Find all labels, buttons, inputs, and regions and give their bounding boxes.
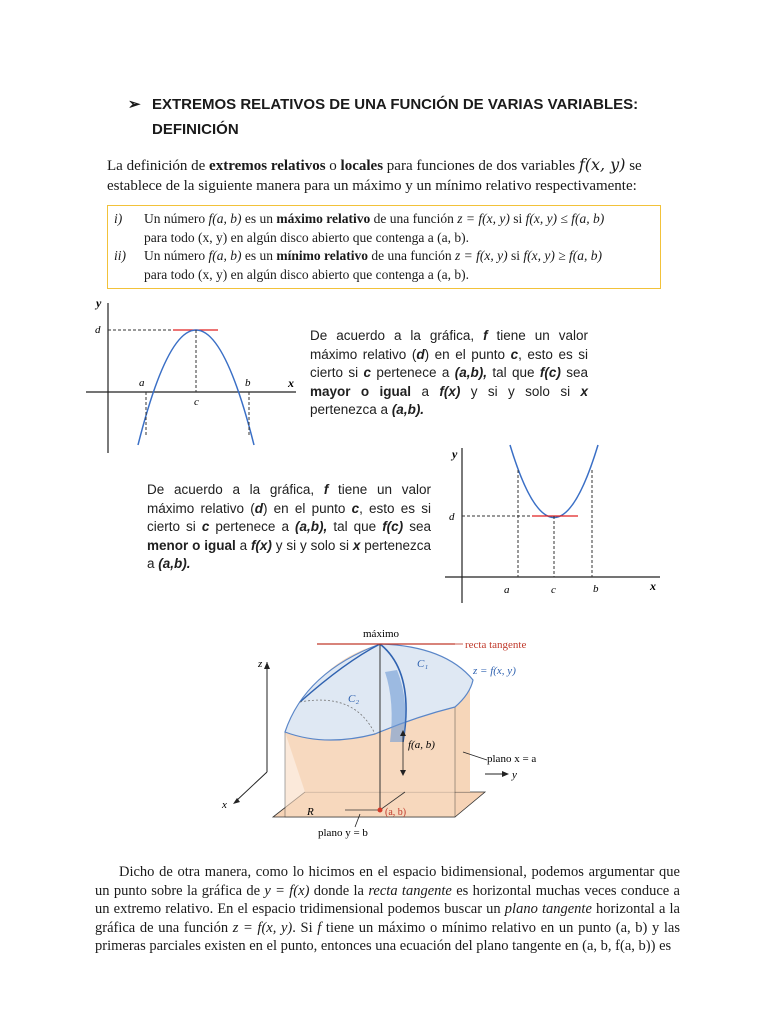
- paragraph-text: y las primeras parciales existen en el punto, entonces una ecuación del plano tangente en: [95, 919, 680, 955]
- x-axis-label: x: [222, 799, 227, 811]
- explanation-text: a: [235, 537, 251, 553]
- definition-label: i): [114, 211, 123, 226]
- explanation-text: y si y solo si: [460, 383, 581, 399]
- paragraph-text: Dicho de otra manera, como lo hicimos en el espacio bidimensional, podemos argumentar que un punto sobre la gráfica de: [95, 864, 680, 899]
- intro-paragraph: [107, 155, 677, 196]
- def-math: f(a, b): [208, 211, 242, 226]
- def-text: para todo (x, y) en algún disco abierto que contenga a (a, b).: [144, 266, 470, 282]
- explanation-text: De acuerdo a la gráfica,: [310, 328, 484, 343]
- definition-box: [107, 205, 661, 289]
- def-text: si: [509, 211, 526, 226]
- maximum-explanation: [310, 327, 588, 420]
- intro-text: La definición de: [107, 158, 210, 174]
- paragraph-math: y = f(x): [264, 882, 310, 899]
- explanation-text: sea: [403, 519, 431, 534]
- paragraph-text: donde la: [309, 882, 369, 899]
- c-label: c: [551, 584, 556, 596]
- paragraph-text: es horizontal muchas veces conduce a un extremo relativo. En el espacio tridimensional podemos buscar un: [95, 882, 680, 918]
- definition-i: [114, 210, 654, 229]
- explanation-text: pertenece a: [371, 365, 455, 380]
- c1-label: C₁: [417, 658, 429, 670]
- x-axis-label: x: [650, 579, 656, 593]
- explanation-math: (a,b).: [158, 556, 191, 571]
- explanation-text: tal que: [486, 365, 540, 380]
- def-math: f(x, y) ≤ f(a, b): [525, 211, 605, 226]
- c2-label: C₂: [348, 693, 360, 705]
- def-text: si: [507, 248, 524, 263]
- def-term: mínimo relativo: [276, 248, 368, 263]
- d-label: d: [449, 511, 455, 523]
- intro-text: o: [325, 158, 341, 174]
- a-label: a: [139, 377, 145, 389]
- paragraph-text: . Si: [292, 919, 318, 936]
- tangent-label: recta tangente: [465, 639, 527, 651]
- minimum-graph: [440, 440, 665, 605]
- z-arrow-icon: [264, 662, 270, 669]
- minimum-curve: [510, 445, 598, 518]
- plano-y-label: plano y = b: [318, 827, 368, 839]
- definition-ii: [114, 247, 654, 266]
- explanation-text: ) en el punto: [424, 346, 511, 362]
- explanation-text: pertenezca a: [147, 537, 431, 571]
- a-label: a: [504, 584, 510, 596]
- x-axis-label: x: [288, 376, 294, 390]
- explanation-math: x: [580, 383, 588, 399]
- explanation-math: x: [352, 537, 361, 553]
- paragraph-math: (a, b): [615, 919, 648, 936]
- surface-maximum-figure: [215, 622, 555, 844]
- paragraph-math: f: [317, 919, 322, 936]
- explanation-math: f: [323, 482, 329, 497]
- plano-x-label: plano x = a: [487, 753, 537, 765]
- def-text: Un número: [144, 248, 209, 263]
- explanation-math: d: [416, 346, 425, 362]
- paragraph-math: z = f(x, y): [232, 919, 293, 936]
- def-text: es un: [241, 248, 277, 263]
- def-math: f(a, b): [208, 248, 242, 263]
- explanation-math: (a,b),: [295, 519, 328, 534]
- explanation-math: f(c): [382, 519, 404, 534]
- def-text: es un: [241, 211, 277, 226]
- explanation-math: (a,b),: [454, 365, 487, 380]
- explanation-paragraph: [95, 863, 680, 956]
- surface-equation-label: z = f(x, y): [473, 665, 516, 677]
- d-label: d: [95, 324, 101, 336]
- explanation-relation: mayor o igual: [310, 383, 412, 399]
- heading-line-1: EXTREMOS RELATIVOS DE UNA FUNCIÓN DE VARIAS VARIABLES:: [152, 96, 639, 113]
- explanation-text: pertenece a: [209, 519, 296, 534]
- explanation-text: , esto es si cierto si: [147, 500, 431, 534]
- intro-bold-term: locales: [340, 158, 384, 174]
- y-axis-label: y: [452, 447, 458, 461]
- explanation-text: ) en el punto: [262, 500, 352, 516]
- intro-math: f(x, y): [578, 155, 626, 174]
- paragraph-math: (a, b, f(a, b)): [582, 938, 656, 955]
- explanation-math: f: [483, 328, 488, 343]
- arrow-bullet-icon: ➢: [128, 96, 141, 113]
- region-label: R: [307, 806, 314, 818]
- maximo-label: máximo: [363, 628, 400, 640]
- def-text: de una función: [370, 211, 458, 226]
- y-axis-label: y: [96, 296, 102, 310]
- explanation-text: y si y solo si: [271, 537, 353, 553]
- explanation-relation: menor o igual: [147, 537, 236, 553]
- explanation-math: f(x): [439, 383, 461, 399]
- definition-label: ii): [114, 248, 126, 263]
- explanation-text: tiene un valor máximo relativo (: [310, 328, 588, 362]
- paragraph-text: horizontal a la gráfica de una función: [95, 901, 680, 936]
- intro-text: para funciones de dos variables: [383, 158, 579, 174]
- minimum-explanation: [147, 481, 431, 574]
- explanation-math: c: [363, 365, 372, 380]
- explanation-math: c: [201, 519, 210, 534]
- explanation-math: f(c): [539, 365, 561, 380]
- explanation-text: tiene un valor máximo relativo (: [147, 482, 431, 516]
- def-text: para todo (x, y) en algún disco abierto que contenga a (a, b).: [144, 229, 470, 245]
- def-term: máximo relativo: [276, 211, 371, 226]
- explanation-math: d: [254, 500, 263, 516]
- def-math: f(x, y) ≥ f(a, b): [523, 248, 602, 263]
- explanation-math: c: [510, 346, 519, 362]
- paragraph-emphasis: recta tangente: [368, 882, 452, 899]
- b-label: b: [593, 583, 599, 595]
- b-label: b: [245, 377, 251, 389]
- def-math: z = f(x, y): [457, 211, 510, 226]
- explanation-text: a: [411, 383, 440, 399]
- intro-text: se establece de la siguiente manera para un máximo y un mínimo relativo respectivamente:: [107, 158, 642, 194]
- explanation-math: f(x): [250, 537, 272, 553]
- explanation-text: pertenezca a: [310, 402, 392, 417]
- y-arrow-icon: [502, 771, 509, 777]
- paragraph-text: tiene un máximo o mínimo relativo en un punto: [321, 919, 616, 936]
- z-axis-label: z: [258, 658, 263, 670]
- explanation-text: , esto es si cierto si: [310, 346, 588, 380]
- explanation-text: sea: [560, 365, 588, 380]
- c-label: c: [194, 396, 199, 408]
- point-ab: [378, 808, 383, 813]
- explanation-math: c: [351, 500, 360, 516]
- heading-line-2: DEFINICIÓN: [152, 121, 239, 138]
- intro-bold-term: extremos relativos: [209, 158, 326, 174]
- fab-label: f(a, b): [408, 739, 435, 751]
- def-text: de una función: [368, 248, 455, 263]
- paragraph-emphasis: plano tangente: [504, 901, 592, 918]
- x-axis: [235, 772, 267, 802]
- explanation-text: tal que: [327, 519, 383, 534]
- explanation-math: (a,b).: [391, 402, 425, 417]
- y-axis-label: y: [512, 769, 517, 781]
- point-ab-label: (a, b): [385, 807, 407, 818]
- definition-ii-line2: [114, 266, 654, 285]
- definition-i-line2: [114, 229, 654, 248]
- paragraph-text: es: [655, 938, 672, 955]
- def-text: Un número: [144, 211, 209, 226]
- def-math: z = f(x, y): [454, 248, 508, 263]
- maximum-graph: [78, 295, 300, 455]
- explanation-text: De acuerdo a la gráfica,: [147, 482, 324, 497]
